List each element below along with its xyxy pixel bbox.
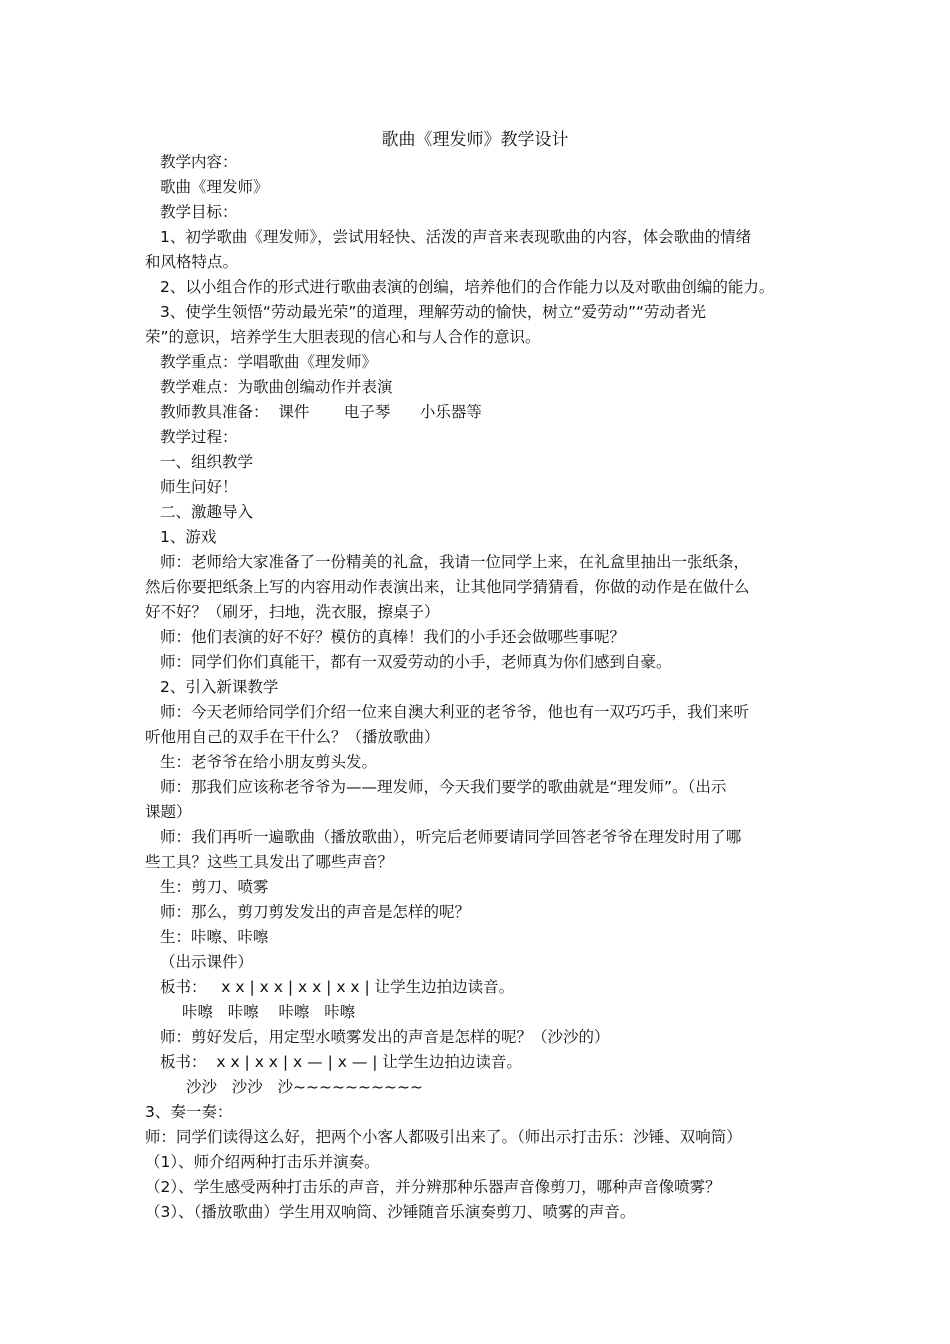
text-line: 教学内容： <box>160 153 238 171</box>
text-line: 生：老爷爷在给小朋友剪头发。 <box>160 753 378 771</box>
text-line: 板书： x x | x x | x — | x — | 让学生边拍边读音。 <box>160 1053 522 1071</box>
text-line: 荣”的意识，培养学生大胆表现的信心和与人合作的意识。 <box>145 328 541 346</box>
text-line: 沙沙 沙沙 沙~~~~~~~~~~ <box>186 1078 423 1096</box>
text-line: 教学重点：学唱歌曲《理发师》 <box>160 353 378 371</box>
text-line: 教学过程： <box>160 428 238 446</box>
text-line: 师：那我们应该称老爷爷为——理发师，今天我们要学的歌曲就是“理发师”。（出示 <box>160 778 727 796</box>
text-line: 二、激趣导入 <box>160 503 254 521</box>
text-line: 然后你要把纸条上写的内容用动作表演出来，让其他同学猜猜看，你做的动作是在做什么 <box>145 578 750 596</box>
text-line: 生：咔嚓、咔嚓 <box>160 928 269 946</box>
text-line: 教学难点：为歌曲创编动作并表演 <box>160 378 393 396</box>
text-line: 师生问好！ <box>160 478 238 496</box>
text-line: 咔嚓 咔嚓 咔嚓 咔嚓 <box>182 1003 356 1021</box>
text-line: （3）、（播放歌曲）学生用双响筒、沙锤随音乐演奏剪刀、喷雾的声音。 <box>145 1203 636 1221</box>
text-line: 3、奏一奏： <box>145 1103 233 1121</box>
text-line: （出示课件） <box>160 953 254 971</box>
document-title: 歌曲《理发师》教学设计 <box>381 130 569 150</box>
text-line: 师：今天老师给同学们介绍一位来自澳大利亚的老爷爷，他也有一双巧巧手，我们来听 <box>160 703 750 721</box>
text-line: 听他用自己的双手在干什么？（播放歌曲） <box>145 728 440 746</box>
text-line: 一、组织教学 <box>160 453 254 471</box>
text-line: 1、游戏 <box>160 528 217 546</box>
text-line: 课题） <box>145 803 192 821</box>
text-line: 2、以小组合作的形式进行歌曲表演的创编，培养他们的合作能力以及对歌曲创编的能力。 <box>160 278 775 296</box>
text-line: 师：他们表演的好不好？模仿的真棒！我们的小手还会做哪些事呢？ <box>160 628 626 646</box>
text-line: 师：那么，剪刀剪发发出的声音是怎样的呢？ <box>160 903 471 921</box>
text-line: 师：同学们你们真能干，都有一双爱劳动的小手，老师真为你们感到自豪。 <box>160 653 672 671</box>
text-line: 2、引入新课教学 <box>160 678 279 696</box>
text-line: 生：剪刀、喷雾 <box>160 878 269 896</box>
text-line: 1、初学歌曲《理发师》，尝试用轻快、活泼的声音来表现歌曲的内容，体会歌曲的情绪 <box>160 228 752 246</box>
text-line: 和风格特点。 <box>145 253 239 271</box>
text-line: 歌曲《理发师》 <box>160 178 269 196</box>
text-line: 教学目标： <box>160 203 238 221</box>
text-line: 师：我们再听一遍歌曲（播放歌曲），听完后老师要请同学回答老爷爷在理发时用了哪 <box>160 828 742 846</box>
text-line: 师：老师给大家准备了一份精美的礼盒，我请一位同学上来，在礼盒里抽出一张纸条， <box>160 553 750 571</box>
text-line: 3、使学生领悟“劳动最光荣”的道理，理解劳动的愉快，树立“爱劳动”“劳动者光 <box>160 303 707 321</box>
text-line: 板书： x x | x x | x x | x x | 让学生边拍边读音。 <box>160 978 515 996</box>
text-line: （2）、学生感受两种打击乐的声音，并分辨那种乐器声音像剪刀，哪种声音像喷雾？ <box>145 1178 721 1196</box>
text-line: 师：同学们读得这么好，把两个小客人都吸引出来了。（师出示打击乐：沙锤、双响筒） <box>145 1128 742 1146</box>
text-line: 师：剪好发后，用定型水喷雾发出的声音是怎样的呢？（沙沙的） <box>160 1028 610 1046</box>
text-line: （1）、师介绍两种打击乐并演奏。 <box>145 1153 380 1171</box>
text-line: 些工具？这些工具发出了哪些声音？ <box>145 853 394 871</box>
text-line: 好不好？（刷牙，扫地，洗衣服，擦桌子） <box>145 603 440 621</box>
text-line: 教师教具准备： 课件 电子琴 小乐器等 <box>160 403 482 421</box>
